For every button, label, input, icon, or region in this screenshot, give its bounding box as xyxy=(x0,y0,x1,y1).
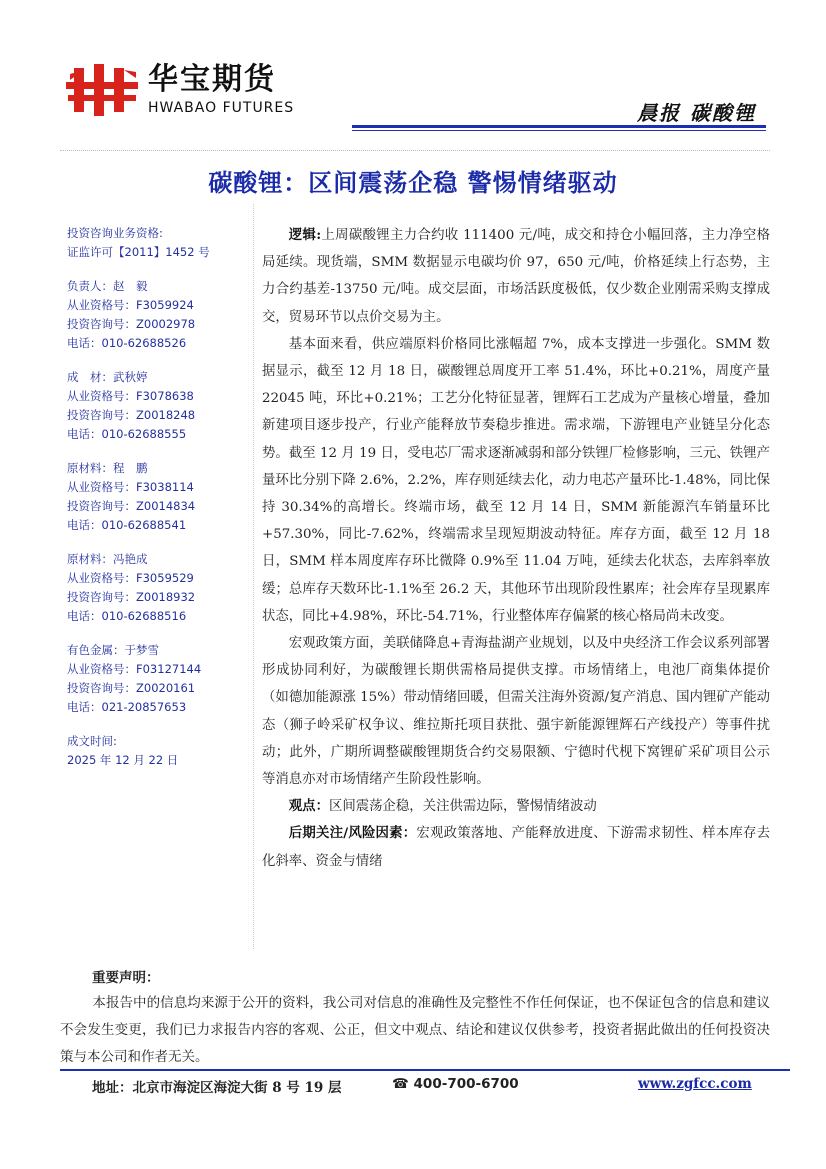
page-title: 碳酸锂：区间震荡企稳 警惕情绪驱动 xyxy=(208,168,618,197)
view-text: 区间震荡企稳，关注供需边际，警惕情绪波动 xyxy=(328,799,597,815)
footer-address: 地址：北京市海淀区海淀大街 8 号 19 层 xyxy=(92,1080,342,1096)
company-logo xyxy=(66,62,316,120)
contact-block xyxy=(67,641,252,717)
logo-chinese-name: 华宝期货 xyxy=(148,62,276,97)
date-label: 成文时间: xyxy=(67,734,117,748)
contact-license: 从业资格号：F3038114 xyxy=(67,480,194,494)
contact-role: 负责人：赵 毅 xyxy=(67,279,148,293)
risk-label: 后期关注/风险因素： xyxy=(288,825,417,842)
contact-block xyxy=(67,459,252,535)
footer-website-link[interactable]: www.zgfcc.com xyxy=(638,1076,752,1092)
contact-license: 从业资格号：F3059529 xyxy=(67,571,194,585)
contact-consult: 投资咨询号：Z0002978 xyxy=(67,317,196,331)
risk-text: 宏观政策落地、产能释放进度、下游需求韧性、样本库存去化斜率、资金与情绪 xyxy=(262,826,771,869)
divider xyxy=(60,150,770,151)
qualification-value: 证监许可【2011】1452 号 xyxy=(67,245,210,259)
contact-phone: 电话：010-62688516 xyxy=(67,609,187,623)
hwabao-logo-icon xyxy=(66,62,138,118)
footer-rule xyxy=(60,1069,790,1071)
contact-phone: 电话：010-62688555 xyxy=(67,427,187,441)
disclaimer-title: 重要声明： xyxy=(92,970,160,986)
header-rule xyxy=(352,125,766,128)
footer-phone xyxy=(392,1076,519,1092)
date-value: 2025 年 12 月 22 日 xyxy=(67,753,179,767)
phone-icon: ☎ xyxy=(392,1076,409,1092)
contact-phone: 电话：021-20857653 xyxy=(67,700,187,714)
view-label: 观点： xyxy=(288,798,329,815)
contact-consult: 投资咨询号：Z0020161 xyxy=(67,681,196,695)
phone-number: 400-700-6700 xyxy=(413,1076,519,1092)
paragraph-fundamentals: 基本面来看，供应端原料价格同比涨幅超 7%，成本支撑进一步强化。SMM 数据显示，截至 12 月 18 日，碳酸锂总周度开工率 51.4%，环比+0.21%，周度产量 22045 吨，环比+0.21%；工艺分化特征显著，锂辉石工艺成为产量核心增量，叠加新建项目逐步投产，行业产能释放节奏稳步推进。需求端，下游锂电产业链呈分化态势。截至 12 月 19 日，受电芯厂需求逐渐减弱和部分铁锂厂检修影响，三元、铁锂产量环比分别下降 2.6%，2.2%，库存则延续去化，动力电芯产量环比-1.48%，同比保持 30.34%的高增长。终端市场，截至 12 月 14 日，SMM 新能源汽车销量环比+57.30%，同比-7.62%，终端需求呈现短期波动特征。库存方面，截至 12 月 18 日，SMM 样本周度库存环比微降 0.9%至 11.04 万吨，延续去化状态，去库斜率放缓；总库存天数环比-1.1%至 26.2 天，其他环节出现阶段性累库；社会库存呈现累库状态，同比+4.98%，环比-54.71%，行业整体库存偏紧的核心格局尚未改变。 xyxy=(262,336,770,624)
paragraph-macro: 宏观政策方面，美联储降息+青海盐湖产业规划，以及中央经济工作会议系列部署形成协同利好，为碳酸锂长期供需格局提供支撑。市场情绪上，电池厂商集体提价（如德加能源涨 15%）带动情绪回暖，但需关注海外资源/复产消息、国内锂矿产能动态（狮子岭采矿权争议、维拉斯托项目获批、强宇新能源锂辉石产线投产）等事件扰动；此外，广期所调整碳酸锂期货合约交易限额、宁德时代枧下窝锂矿采矿项目公示等消息亦对市场情绪产生阶段性影响。 xyxy=(262,636,770,788)
analyst-sidebar xyxy=(67,224,252,770)
contact-role: 原材料：程 鹏 xyxy=(67,461,148,475)
paragraph-view xyxy=(262,793,770,820)
contact-license: 从业资格号：F03127144 xyxy=(67,662,202,676)
contact-block xyxy=(67,550,252,626)
report-type: 晨报 碳酸锂 xyxy=(637,101,756,125)
paragraph-risk xyxy=(262,820,770,874)
contact-block xyxy=(67,368,252,444)
contact-phone: 电话：010-62688541 xyxy=(67,518,187,532)
header-rule-thin xyxy=(352,130,766,131)
contact-consult: 投资咨询号：Z0014834 xyxy=(67,499,196,513)
logic-text: 上周碳酸锂主力合约收 111400 元/吨，成交和持仓小幅回落，主力净空格局延续。现货端，SMM 数据显示电碳均价 97，650 元/吨，价格延续上行态势，主力合约基差-13750 元/吨。成交层面，市场活跃度极低，仅少数企业刚需采购支撑成交，贸易环节以点价交易为主。 xyxy=(262,228,770,325)
contact-role: 有色金属：于梦雪 xyxy=(67,643,159,657)
contact-license: 从业资格号：F3078638 xyxy=(67,389,194,403)
contact-license: 从业资格号：F3059924 xyxy=(67,298,194,312)
contact-consult: 投资咨询号：Z0018248 xyxy=(67,408,196,422)
logo-english-name: HWABAO FUTURES xyxy=(148,100,295,116)
contact-consult: 投资咨询号：Z0018932 xyxy=(67,590,196,604)
qualification-label: 投资咨询业务资格: xyxy=(67,226,163,240)
contact-block xyxy=(67,277,252,353)
logic-label: 逻辑: xyxy=(288,227,322,243)
report-body xyxy=(262,222,770,875)
column-divider xyxy=(253,204,254,949)
disclaimer-text: 本报告中的信息均来源于公开的资料，我公司对信息的准确性及完整性不作任何保证，也不保证包含的信息和建议不会发生变更，我们已力求报告内容的客观、公正，但文中观点、结论和建议仅供参考，投资者据此做出的任何投资决策与本公司和作者无关。 xyxy=(60,995,770,1065)
contact-phone: 电话：010-62688526 xyxy=(67,336,187,350)
paragraph-logic xyxy=(262,222,770,331)
contact-role: 成 材：武秋婷 xyxy=(67,370,148,384)
contact-role: 原材料：冯艳成 xyxy=(67,552,148,566)
